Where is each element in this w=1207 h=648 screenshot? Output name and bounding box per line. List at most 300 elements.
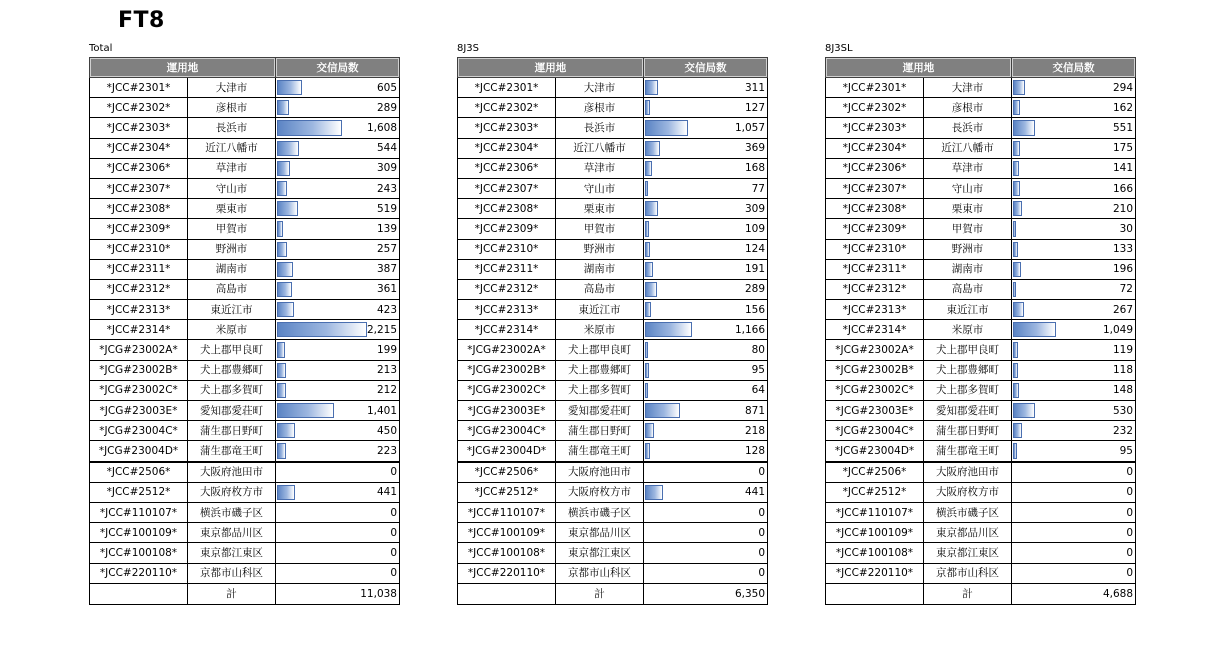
table-row bbox=[826, 563, 1136, 583]
count-cell bbox=[644, 279, 768, 299]
count-value: 0 bbox=[758, 506, 765, 519]
count-cell bbox=[276, 259, 400, 279]
jcc-code-cell: *JCG#23002C* bbox=[458, 380, 556, 400]
place-cell: 犬上郡甲良町 bbox=[188, 340, 276, 360]
header-count: 交信局数 bbox=[644, 58, 768, 78]
jcc-code-cell: *JCC#100108* bbox=[90, 543, 188, 563]
table-row bbox=[90, 401, 400, 421]
data-bar bbox=[1013, 201, 1022, 216]
data-bar bbox=[277, 80, 302, 95]
jcc-code-cell: *JCC#2314* bbox=[458, 320, 556, 340]
data-bar bbox=[1013, 423, 1022, 438]
jcc-code-cell: *JCC#2307* bbox=[90, 178, 188, 198]
count-cell bbox=[276, 563, 400, 583]
table-row bbox=[458, 199, 768, 219]
count-value: 118 bbox=[1112, 364, 1133, 377]
data-bar bbox=[1013, 221, 1016, 236]
table-row bbox=[90, 178, 400, 198]
count-value: 148 bbox=[1112, 384, 1133, 397]
data-bar bbox=[277, 423, 295, 438]
data-bar bbox=[277, 282, 292, 297]
jcc-code-cell: *JCC#2306* bbox=[458, 158, 556, 178]
table-row bbox=[90, 543, 400, 563]
table-row bbox=[826, 300, 1136, 320]
jcc-code-cell: *JCC#110107* bbox=[90, 502, 188, 522]
table-row bbox=[90, 563, 400, 583]
jcc-code-cell: *JCC#2311* bbox=[90, 259, 188, 279]
place-cell: 京都市山科区 bbox=[924, 563, 1012, 583]
place-cell: 大阪府池田市 bbox=[188, 462, 276, 483]
data-bar bbox=[645, 302, 651, 317]
count-value: 294 bbox=[1112, 81, 1133, 94]
jcc-code-cell: *JCC#2309* bbox=[826, 219, 924, 239]
place-cell: 愛知郡愛荘町 bbox=[924, 401, 1012, 421]
place-cell: 長浜市 bbox=[188, 118, 276, 138]
data-bar bbox=[277, 201, 298, 216]
count-cell bbox=[644, 219, 768, 239]
count-value: 223 bbox=[376, 444, 397, 457]
count-value: 387 bbox=[376, 263, 397, 276]
jcc-code-cell: *JCC#2306* bbox=[90, 158, 188, 178]
place-cell: 栗東市 bbox=[188, 199, 276, 219]
table-row bbox=[458, 401, 768, 421]
data-bar bbox=[1013, 302, 1024, 317]
data-bar bbox=[645, 100, 650, 115]
data-bar bbox=[277, 141, 299, 156]
count-cell bbox=[644, 380, 768, 400]
count-cell bbox=[1012, 199, 1136, 219]
place-cell: 京都市山科区 bbox=[188, 563, 276, 583]
count-value: 0 bbox=[1126, 486, 1133, 499]
table-block-8j3s bbox=[457, 42, 767, 605]
count-cell bbox=[1012, 78, 1136, 98]
place-cell: 野洲市 bbox=[924, 239, 1012, 259]
table-row bbox=[826, 138, 1136, 158]
count-value: 0 bbox=[758, 466, 765, 479]
place-cell: 守山市 bbox=[924, 178, 1012, 198]
count-value: 519 bbox=[376, 202, 397, 215]
count-value: 30 bbox=[1119, 222, 1133, 235]
jcc-code-cell: *JCC#220110* bbox=[90, 563, 188, 583]
total-row bbox=[90, 583, 400, 604]
place-cell: 米原市 bbox=[188, 320, 276, 340]
count-cell bbox=[644, 421, 768, 441]
place-cell: 高島市 bbox=[924, 279, 1012, 299]
place-cell: 甲賀市 bbox=[924, 219, 1012, 239]
table-row bbox=[826, 543, 1136, 563]
count-cell bbox=[1012, 421, 1136, 441]
count-value: 0 bbox=[390, 546, 397, 559]
jcc-code-cell: *JCC#2506* bbox=[458, 462, 556, 483]
table-caption: 8J3SL bbox=[825, 43, 853, 54]
data-bar bbox=[645, 161, 652, 176]
data-bar bbox=[645, 201, 658, 216]
count-value: 191 bbox=[744, 263, 765, 276]
place-cell: 大津市 bbox=[924, 78, 1012, 98]
place-cell: 近江八幡市 bbox=[556, 138, 644, 158]
total-empty-cell bbox=[458, 583, 556, 604]
table-row bbox=[90, 118, 400, 138]
place-cell: 大阪府池田市 bbox=[924, 462, 1012, 483]
total-value: 6,350 bbox=[734, 587, 765, 600]
data-bar bbox=[645, 363, 649, 378]
count-cell bbox=[276, 199, 400, 219]
count-cell bbox=[1012, 523, 1136, 543]
data-bar bbox=[277, 161, 290, 176]
place-cell: 蒲生郡竜王町 bbox=[556, 441, 644, 462]
jcc-code-cell: *JCC#2309* bbox=[90, 219, 188, 239]
table-row bbox=[90, 441, 400, 462]
count-value: 1,049 bbox=[1102, 323, 1133, 336]
jcc-code-cell: *JCC#2310* bbox=[458, 239, 556, 259]
place-cell: 湖南市 bbox=[188, 259, 276, 279]
total-value: 11,038 bbox=[360, 587, 397, 600]
data-bar bbox=[277, 181, 287, 196]
count-cell bbox=[276, 219, 400, 239]
place-cell: 大阪府枚方市 bbox=[188, 482, 276, 502]
page-title: FT8 bbox=[118, 8, 165, 33]
total-empty-cell bbox=[90, 583, 188, 604]
place-cell: 長浜市 bbox=[924, 118, 1012, 138]
count-cell bbox=[644, 78, 768, 98]
jcc-code-cell: *JCC#2506* bbox=[90, 462, 188, 483]
jcc-code-cell: *JCC#2304* bbox=[458, 138, 556, 158]
table-row bbox=[826, 401, 1136, 421]
table-row bbox=[90, 482, 400, 502]
count-value: 551 bbox=[1112, 121, 1133, 134]
place-cell: 横浜市磯子区 bbox=[556, 502, 644, 522]
total-label: 計 bbox=[188, 583, 276, 604]
table-row bbox=[826, 259, 1136, 279]
data-bar bbox=[1013, 403, 1035, 418]
count-cell bbox=[1012, 482, 1136, 502]
table-row bbox=[458, 259, 768, 279]
place-cell: 東近江市 bbox=[188, 300, 276, 320]
data-bar bbox=[1013, 80, 1025, 95]
count-table bbox=[825, 57, 1136, 605]
count-value: 0 bbox=[390, 567, 397, 580]
table-row bbox=[826, 320, 1136, 340]
data-bar bbox=[645, 443, 650, 458]
count-value: 0 bbox=[1126, 567, 1133, 580]
place-cell: 犬上郡豊郷町 bbox=[556, 360, 644, 380]
table-row bbox=[90, 502, 400, 522]
count-value: 257 bbox=[376, 243, 397, 256]
data-bar bbox=[645, 120, 688, 135]
data-bar bbox=[645, 403, 680, 418]
data-bar bbox=[1013, 322, 1056, 337]
place-cell: 甲賀市 bbox=[556, 219, 644, 239]
place-cell: 湖南市 bbox=[556, 259, 644, 279]
jcc-code-cell: *JCC#2312* bbox=[458, 279, 556, 299]
count-cell bbox=[276, 78, 400, 98]
table-row bbox=[458, 178, 768, 198]
table-row bbox=[826, 279, 1136, 299]
table-row bbox=[458, 320, 768, 340]
table-row bbox=[90, 320, 400, 340]
count-cell bbox=[1012, 543, 1136, 563]
count-value: 64 bbox=[751, 384, 765, 397]
count-value: 232 bbox=[1112, 424, 1133, 437]
count-cell bbox=[644, 401, 768, 421]
count-cell bbox=[1012, 219, 1136, 239]
count-value: 0 bbox=[390, 506, 397, 519]
place-cell: 彦根市 bbox=[556, 98, 644, 118]
count-value: 0 bbox=[390, 526, 397, 539]
table-row bbox=[826, 239, 1136, 259]
data-bar bbox=[277, 403, 334, 418]
place-cell: 犬上郡多賀町 bbox=[924, 380, 1012, 400]
count-cell bbox=[276, 360, 400, 380]
count-value: 0 bbox=[1126, 506, 1133, 519]
count-cell bbox=[1012, 340, 1136, 360]
data-bar bbox=[645, 181, 648, 196]
table-row bbox=[826, 502, 1136, 522]
jcc-code-cell: *JCC#2312* bbox=[826, 279, 924, 299]
place-cell: 栗東市 bbox=[924, 199, 1012, 219]
jcc-code-cell: *JCC#2310* bbox=[826, 239, 924, 259]
table-row bbox=[458, 158, 768, 178]
place-cell: 横浜市磯子区 bbox=[188, 502, 276, 522]
place-cell: 愛知郡愛荘町 bbox=[188, 401, 276, 421]
jcc-code-cell: *JCC#2312* bbox=[90, 279, 188, 299]
total-empty-cell bbox=[826, 583, 924, 604]
place-cell: 高島市 bbox=[188, 279, 276, 299]
jcc-code-cell: *JCG#23002A* bbox=[826, 340, 924, 360]
count-cell bbox=[1012, 98, 1136, 118]
place-cell: 野洲市 bbox=[188, 239, 276, 259]
jcc-code-cell: *JCC#2302* bbox=[458, 98, 556, 118]
table-row bbox=[90, 462, 400, 483]
jcc-code-cell: *JCC#2302* bbox=[90, 98, 188, 118]
table-row bbox=[826, 482, 1136, 502]
count-cell bbox=[644, 360, 768, 380]
count-value: 196 bbox=[1112, 263, 1133, 276]
place-cell: 栗東市 bbox=[556, 199, 644, 219]
count-cell bbox=[1012, 279, 1136, 299]
header-place: 運用地 bbox=[458, 58, 644, 78]
data-bar bbox=[277, 120, 342, 135]
place-cell: 犬上郡豊郷町 bbox=[924, 360, 1012, 380]
count-cell bbox=[276, 340, 400, 360]
jcc-code-cell: *JCG#23003E* bbox=[90, 401, 188, 421]
table-row bbox=[90, 360, 400, 380]
place-cell: 守山市 bbox=[556, 178, 644, 198]
count-value: 168 bbox=[744, 162, 765, 175]
table-row bbox=[826, 78, 1136, 98]
count-value: 175 bbox=[1112, 142, 1133, 155]
data-bar bbox=[1013, 242, 1018, 257]
count-value: 605 bbox=[376, 81, 397, 94]
table-row bbox=[458, 300, 768, 320]
count-cell bbox=[644, 138, 768, 158]
jcc-code-cell: *JCG#23003E* bbox=[826, 401, 924, 421]
data-bar bbox=[1013, 363, 1018, 378]
place-cell: 蒲生郡日野町 bbox=[924, 421, 1012, 441]
jcc-code-cell: *JCG#23002B* bbox=[458, 360, 556, 380]
count-value: 309 bbox=[744, 202, 765, 215]
count-cell bbox=[1012, 441, 1136, 462]
table-row bbox=[458, 482, 768, 502]
total-row bbox=[458, 583, 768, 604]
count-value: 141 bbox=[1112, 162, 1133, 175]
table-row bbox=[458, 219, 768, 239]
table-row bbox=[90, 219, 400, 239]
place-cell: 横浜市磯子区 bbox=[924, 502, 1012, 522]
table-row bbox=[458, 462, 768, 483]
data-bar bbox=[645, 141, 660, 156]
jcc-code-cell: *JCC#2512* bbox=[458, 482, 556, 502]
count-cell bbox=[1012, 138, 1136, 158]
count-value: 218 bbox=[744, 424, 765, 437]
jcc-code-cell: *JCC#2309* bbox=[458, 219, 556, 239]
place-cell: 蒲生郡竜王町 bbox=[188, 441, 276, 462]
table-row bbox=[826, 380, 1136, 400]
jcc-code-cell: *JCC#2311* bbox=[826, 259, 924, 279]
place-cell: 近江八幡市 bbox=[188, 138, 276, 158]
place-cell: 東近江市 bbox=[556, 300, 644, 320]
place-cell: 犬上郡豊郷町 bbox=[188, 360, 276, 380]
table-row bbox=[90, 300, 400, 320]
count-cell bbox=[276, 158, 400, 178]
count-value: 95 bbox=[1119, 444, 1133, 457]
count-value: 77 bbox=[751, 182, 765, 195]
place-cell: 草津市 bbox=[188, 158, 276, 178]
count-value: 309 bbox=[376, 162, 397, 175]
table-row bbox=[826, 441, 1136, 462]
count-cell bbox=[644, 340, 768, 360]
jcc-code-cell: *JCG#23002A* bbox=[458, 340, 556, 360]
count-value: 124 bbox=[744, 243, 765, 256]
table-row bbox=[458, 98, 768, 118]
count-value: 127 bbox=[744, 101, 765, 114]
place-cell: 近江八幡市 bbox=[924, 138, 1012, 158]
place-cell: 蒲生郡日野町 bbox=[188, 421, 276, 441]
place-cell: 湖南市 bbox=[924, 259, 1012, 279]
count-value: 0 bbox=[758, 567, 765, 580]
jcc-code-cell: *JCG#23002C* bbox=[90, 380, 188, 400]
jcc-code-cell: *JCC#2303* bbox=[826, 118, 924, 138]
table-row bbox=[90, 199, 400, 219]
count-cell bbox=[644, 482, 768, 502]
jcc-code-cell: *JCC#100109* bbox=[826, 523, 924, 543]
table-row bbox=[458, 543, 768, 563]
place-cell: 京都市山科区 bbox=[556, 563, 644, 583]
header-row bbox=[90, 58, 400, 78]
header-place: 運用地 bbox=[90, 58, 276, 78]
count-cell bbox=[644, 523, 768, 543]
place-cell: 高島市 bbox=[556, 279, 644, 299]
count-cell bbox=[1012, 178, 1136, 198]
data-bar bbox=[645, 262, 653, 277]
table-row bbox=[826, 199, 1136, 219]
table-row bbox=[826, 340, 1136, 360]
count-value: 450 bbox=[376, 424, 397, 437]
place-cell: 東京都品川区 bbox=[188, 523, 276, 543]
table-row bbox=[826, 158, 1136, 178]
count-value: 128 bbox=[744, 444, 765, 457]
count-value: 139 bbox=[376, 222, 397, 235]
table-block-total bbox=[89, 42, 399, 605]
table-row bbox=[826, 462, 1136, 483]
table-row bbox=[458, 78, 768, 98]
count-cell bbox=[276, 462, 400, 483]
table-row bbox=[458, 380, 768, 400]
count-cell bbox=[644, 239, 768, 259]
header-count: 交信局数 bbox=[1012, 58, 1136, 78]
jcc-code-cell: *JCG#23004C* bbox=[826, 421, 924, 441]
count-table bbox=[457, 57, 768, 605]
count-value: 1,608 bbox=[366, 121, 397, 134]
data-bar bbox=[1013, 181, 1020, 196]
place-cell: 東京都江東区 bbox=[188, 543, 276, 563]
jcc-code-cell: *JCC#2307* bbox=[458, 178, 556, 198]
jcc-code-cell: *JCC#2512* bbox=[90, 482, 188, 502]
count-value: 361 bbox=[376, 283, 397, 296]
place-cell: 犬上郡甲良町 bbox=[924, 340, 1012, 360]
count-value: 267 bbox=[1112, 303, 1133, 316]
count-value: 369 bbox=[744, 142, 765, 155]
data-bar bbox=[1013, 443, 1017, 458]
table-row bbox=[458, 118, 768, 138]
place-cell: 東近江市 bbox=[924, 300, 1012, 320]
place-cell: 長浜市 bbox=[556, 118, 644, 138]
total-label: 計 bbox=[924, 583, 1012, 604]
count-value: 210 bbox=[1112, 202, 1133, 215]
data-bar bbox=[645, 322, 692, 337]
count-cell bbox=[1012, 563, 1136, 583]
count-value: 441 bbox=[744, 486, 765, 499]
data-bar bbox=[277, 302, 294, 317]
count-cell bbox=[1012, 239, 1136, 259]
data-bar bbox=[1013, 120, 1035, 135]
count-cell bbox=[276, 98, 400, 118]
count-value: 1,401 bbox=[366, 404, 397, 417]
header-row bbox=[458, 58, 768, 78]
table-row bbox=[458, 421, 768, 441]
jcc-code-cell: *JCG#23004C* bbox=[90, 421, 188, 441]
jcc-code-cell: *JCC#220110* bbox=[826, 563, 924, 583]
place-cell: 東京都江東区 bbox=[556, 543, 644, 563]
data-bar bbox=[645, 383, 648, 398]
count-value: 212 bbox=[376, 384, 397, 397]
jcc-code-cell: *JCG#23004D* bbox=[90, 441, 188, 462]
data-bar bbox=[277, 443, 286, 458]
jcc-code-cell: *JCC#2311* bbox=[458, 259, 556, 279]
place-cell: 蒲生郡竜王町 bbox=[924, 441, 1012, 462]
table-row bbox=[90, 158, 400, 178]
jcc-code-cell: *JCG#23004C* bbox=[458, 421, 556, 441]
count-value: 289 bbox=[744, 283, 765, 296]
count-cell bbox=[644, 158, 768, 178]
jcc-code-cell: *JCC#2307* bbox=[826, 178, 924, 198]
place-cell: 大阪府枚方市 bbox=[924, 482, 1012, 502]
table-row bbox=[826, 118, 1136, 138]
count-value: 0 bbox=[1126, 526, 1133, 539]
count-cell bbox=[276, 380, 400, 400]
data-bar bbox=[277, 322, 367, 337]
place-cell: 彦根市 bbox=[188, 98, 276, 118]
jcc-code-cell: *JCC#2308* bbox=[458, 199, 556, 219]
count-cell bbox=[1012, 118, 1136, 138]
jcc-code-cell: *JCC#100109* bbox=[458, 523, 556, 543]
jcc-code-cell: *JCC#2303* bbox=[90, 118, 188, 138]
table-row bbox=[826, 98, 1136, 118]
count-cell bbox=[276, 482, 400, 502]
count-value: 80 bbox=[751, 344, 765, 357]
table-row bbox=[90, 78, 400, 98]
count-cell bbox=[276, 239, 400, 259]
